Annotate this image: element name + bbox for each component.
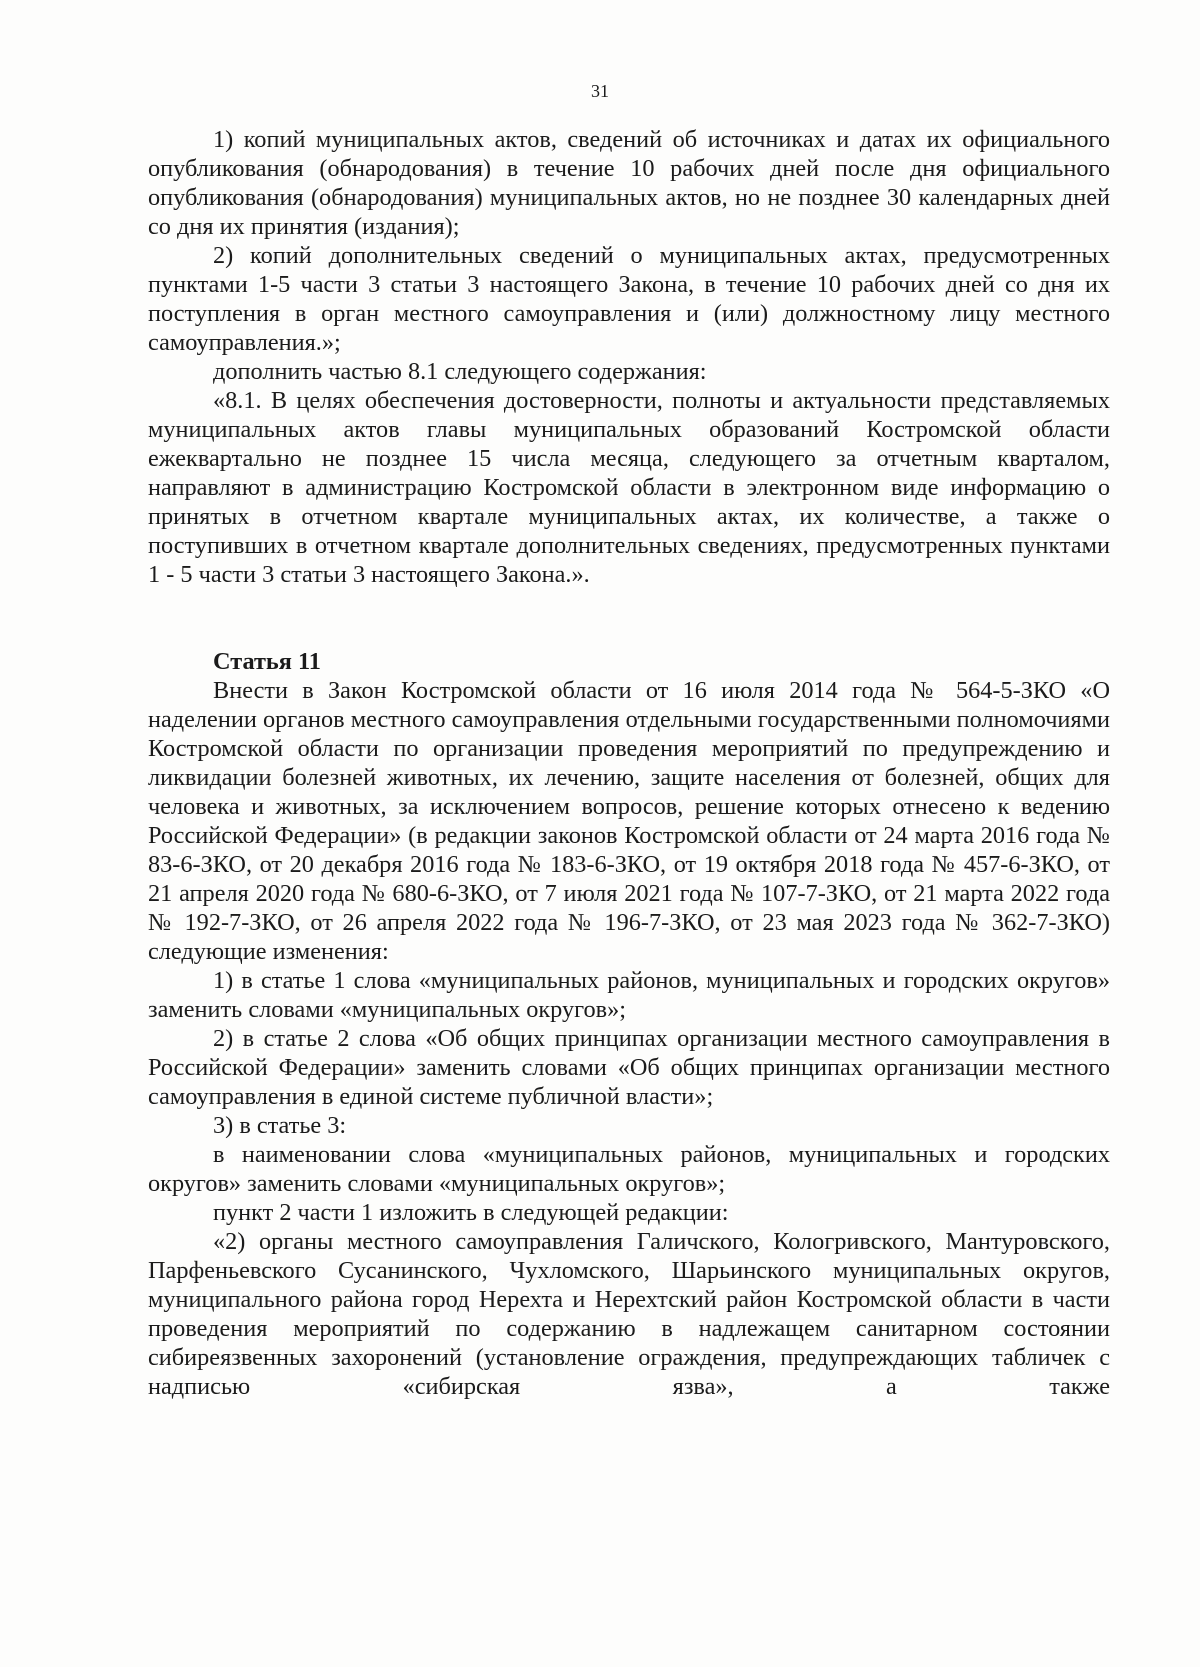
amendment-item-2: 2) в статье 2 слова «Об общих принципах организации местного самоуправления в Российской Федерации» заменить словами «Об общих принципах организации местного самоуправления в единой системе публичной власти»; <box>148 1025 1110 1110</box>
amendment-item-3: 3) в статье 3: <box>213 1112 347 1139</box>
page-number: 31 <box>591 81 609 101</box>
amendment-point-2-text: «2) органы местного самоуправления Галичского, Кологривского, Мантуровского, Парфеньевского Сусанинского, Чухломского, Шарьинского муниципальных округов, муниципального района город Нерехта и Нерехтский район Костромской области в части проведения мероприятий по содержанию в надлежащем санитарном состоянии сибиреязвенных захоронений (установление ограждения, предупреждающих табличек с надписью «сибирская язва», а также <box>148 1228 1110 1400</box>
amendment-point-2-intro: пункт 2 части 1 изложить в следующей редакции: <box>213 1199 729 1226</box>
document-body <box>148 125 1110 1401</box>
article-heading: Статья 11 <box>213 648 321 675</box>
paragraph-item-1: 1) копий муниципальных актов, сведений об источниках и датах их официального опубликования (обнародования) в течение 10 рабочих дней после дня официального опубликования (обнародования) муниципальных актов, но не позднее 30 календарных дней со дня их принятия (издания); <box>148 126 1110 240</box>
paragraph-part-8-1: «8.1. В целях обеспечения достоверности, полноты и актуальности представляемых муниципальных актов главы муниципальных образований Костромской области ежеквартально не позднее 15 числа месяца, следующего за отчетным кварталом, направляют в администрацию Костромской области в электронном виде информацию о принятых в отчетном квартале муниципальных актах, их количестве, а также о поступивших в отчетном квартале дополнительных сведениях, предусмотренных пунктами 1 - 5 части 3 статьи 3 настоящего Закона.». <box>148 387 1110 588</box>
section-spacer <box>148 589 1110 647</box>
amendment-title-change: в наименовании слова «муниципальных районов, муниципальных и городских округов» заменить словами «муниципальных округов»; <box>148 1141 1110 1197</box>
article-intro-paragraph: Внести в Закон Костромской области от 16 июля 2014 года № 564-5-ЗКО «О наделении органов местного самоуправления отдельными государственными полномочиями Костромской области по организации проведения мероприятий по предупреждению и ликвидации болезней животных, их лечению, защите населения от болезней, общих для человека и животных, за исключением вопросов, решение которых отнесено к ведению Российской Федерации» (в редакции законов Костромской области от 24 марта 2016 года № 83-6-ЗКО, от 20 декабря 2016 года № 183-6-ЗКО, от 19 октября 2018 года № 457-6-ЗКО, от 21 апреля 2020 года № 680-6-ЗКО, от 7 июля 2021 года № 107-7-ЗКО, от 21 марта 2022 года № 192-7-ЗКО, от 26 апреля 2022 года № 196-7-ЗКО, от 23 мая 2023 года № 362-7-ЗКО) следующие изменения: <box>148 677 1110 965</box>
paragraph-amend-intro: дополнить частью 8.1 следующего содержания: <box>213 358 707 385</box>
paragraph-item-2: 2) копий дополнительных сведений о муниципальных актах, предусмотренных пунктами 1-5 части 3 статьи 3 настоящего Закона, в течение 10 рабочих дней со дня их поступления в орган местного самоуправления и (или) должностному лицу местного самоуправления.»; <box>148 242 1110 356</box>
amendment-item-1: 1) в статье 1 слова «муниципальных районов, муниципальных и городских округов» заменить словами «муниципальных округов»; <box>148 967 1110 1023</box>
